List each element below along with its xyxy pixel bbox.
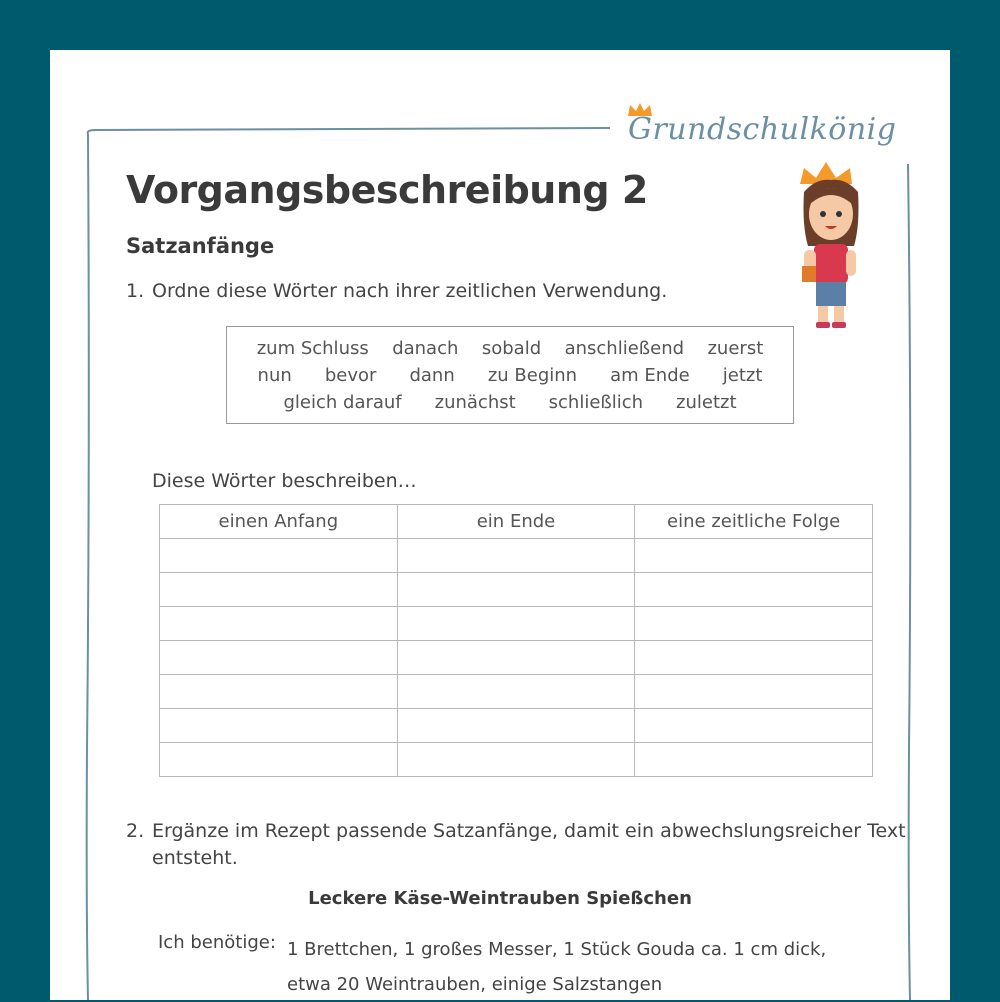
- word-item: zuletzt: [676, 391, 737, 413]
- word-item: gleich darauf: [283, 391, 402, 413]
- word-row: [227, 338, 793, 359]
- blank-cell[interactable]: [397, 607, 635, 641]
- brand-logo: Grundschulkönig: [628, 112, 897, 147]
- blank-cell[interactable]: [635, 573, 873, 607]
- word-item: nun: [257, 364, 292, 386]
- blank-cell[interactable]: [635, 607, 873, 641]
- worksheet-title: Vorgangsbeschreibung 2: [126, 168, 648, 212]
- task-1: [126, 278, 667, 305]
- table-row: [160, 573, 873, 607]
- word-row: [227, 365, 793, 386]
- blank-cell[interactable]: [635, 539, 873, 573]
- word-item: danach: [392, 337, 459, 359]
- table-row: [160, 709, 873, 743]
- task-2-text-line2: entsteht.: [152, 847, 238, 869]
- table-header-cell: einen Anfang: [160, 505, 398, 539]
- word-item: dann: [409, 364, 455, 386]
- blank-cell[interactable]: [160, 709, 398, 743]
- task-1-text: Ordne diese Wörter nach ihrer zeitlichen Verwendung.: [152, 280, 668, 302]
- table-row: [160, 641, 873, 675]
- ingredients-line: 1 Brettchen, 1 großes Messer, 1 Stück Gouda ca. 1 cm dick,: [287, 939, 827, 960]
- table-row: [160, 607, 873, 641]
- blank-cell[interactable]: [635, 709, 873, 743]
- blank-cell[interactable]: [635, 743, 873, 777]
- word-item: sobald: [481, 337, 542, 359]
- task-2-number: 2.: [126, 820, 145, 842]
- blank-cell[interactable]: [160, 607, 398, 641]
- category-table: [159, 504, 873, 777]
- blank-cell[interactable]: [160, 539, 398, 573]
- blank-cell[interactable]: [160, 573, 398, 607]
- girl-illustration: [786, 156, 876, 336]
- blank-cell[interactable]: [397, 709, 635, 743]
- table-row: [160, 675, 873, 709]
- blank-cell[interactable]: [635, 641, 873, 675]
- worksheet-subtitle: Satzanfänge: [126, 234, 275, 258]
- task-1-number: 1.: [126, 280, 145, 302]
- task-2-text-line1: Ergänze im Rezept passende Satzanfänge, damit ein abwechslungsreicher Text: [152, 820, 906, 842]
- table-lead-text: Diese Wörter beschreiben…: [152, 470, 417, 492]
- ingredients-line: etwa 20 Weintrauben, einige Salzstangen: [287, 974, 663, 995]
- word-item: am Ende: [610, 364, 690, 386]
- word-item: zuerst: [707, 337, 764, 359]
- word-item: zunächst: [434, 391, 516, 413]
- table-header-row: [160, 505, 873, 539]
- blank-cell[interactable]: [635, 675, 873, 709]
- table-row: [160, 743, 873, 777]
- blank-cell[interactable]: [160, 743, 398, 777]
- table-header-cell: eine zeitliche Folge: [635, 505, 873, 539]
- blank-cell[interactable]: [397, 573, 635, 607]
- worksheet-page: [50, 50, 950, 1000]
- word-item: anschließend: [564, 337, 685, 359]
- word-item: schließlich: [548, 391, 644, 413]
- blank-cell[interactable]: [397, 743, 635, 777]
- table-row: [160, 539, 873, 573]
- ingredients-label: Ich benötige:: [158, 932, 276, 953]
- recipe-title: Leckere Käse-Weintrauben Spießchen: [308, 888, 692, 909]
- word-box: [226, 326, 794, 424]
- blank-cell[interactable]: [397, 539, 635, 573]
- task-2: [126, 818, 906, 872]
- word-item: jetzt: [722, 364, 763, 386]
- blank-cell[interactable]: [160, 675, 398, 709]
- blank-cell[interactable]: [160, 641, 398, 675]
- word-item: zu Beginn: [487, 364, 578, 386]
- blank-cell[interactable]: [397, 675, 635, 709]
- word-row: [227, 392, 793, 413]
- word-item: bevor: [324, 364, 377, 386]
- table-header-cell: ein Ende: [397, 505, 635, 539]
- word-item: zum Schluss: [256, 337, 369, 359]
- ingredients-text: [287, 932, 847, 1002]
- blank-cell[interactable]: [397, 641, 635, 675]
